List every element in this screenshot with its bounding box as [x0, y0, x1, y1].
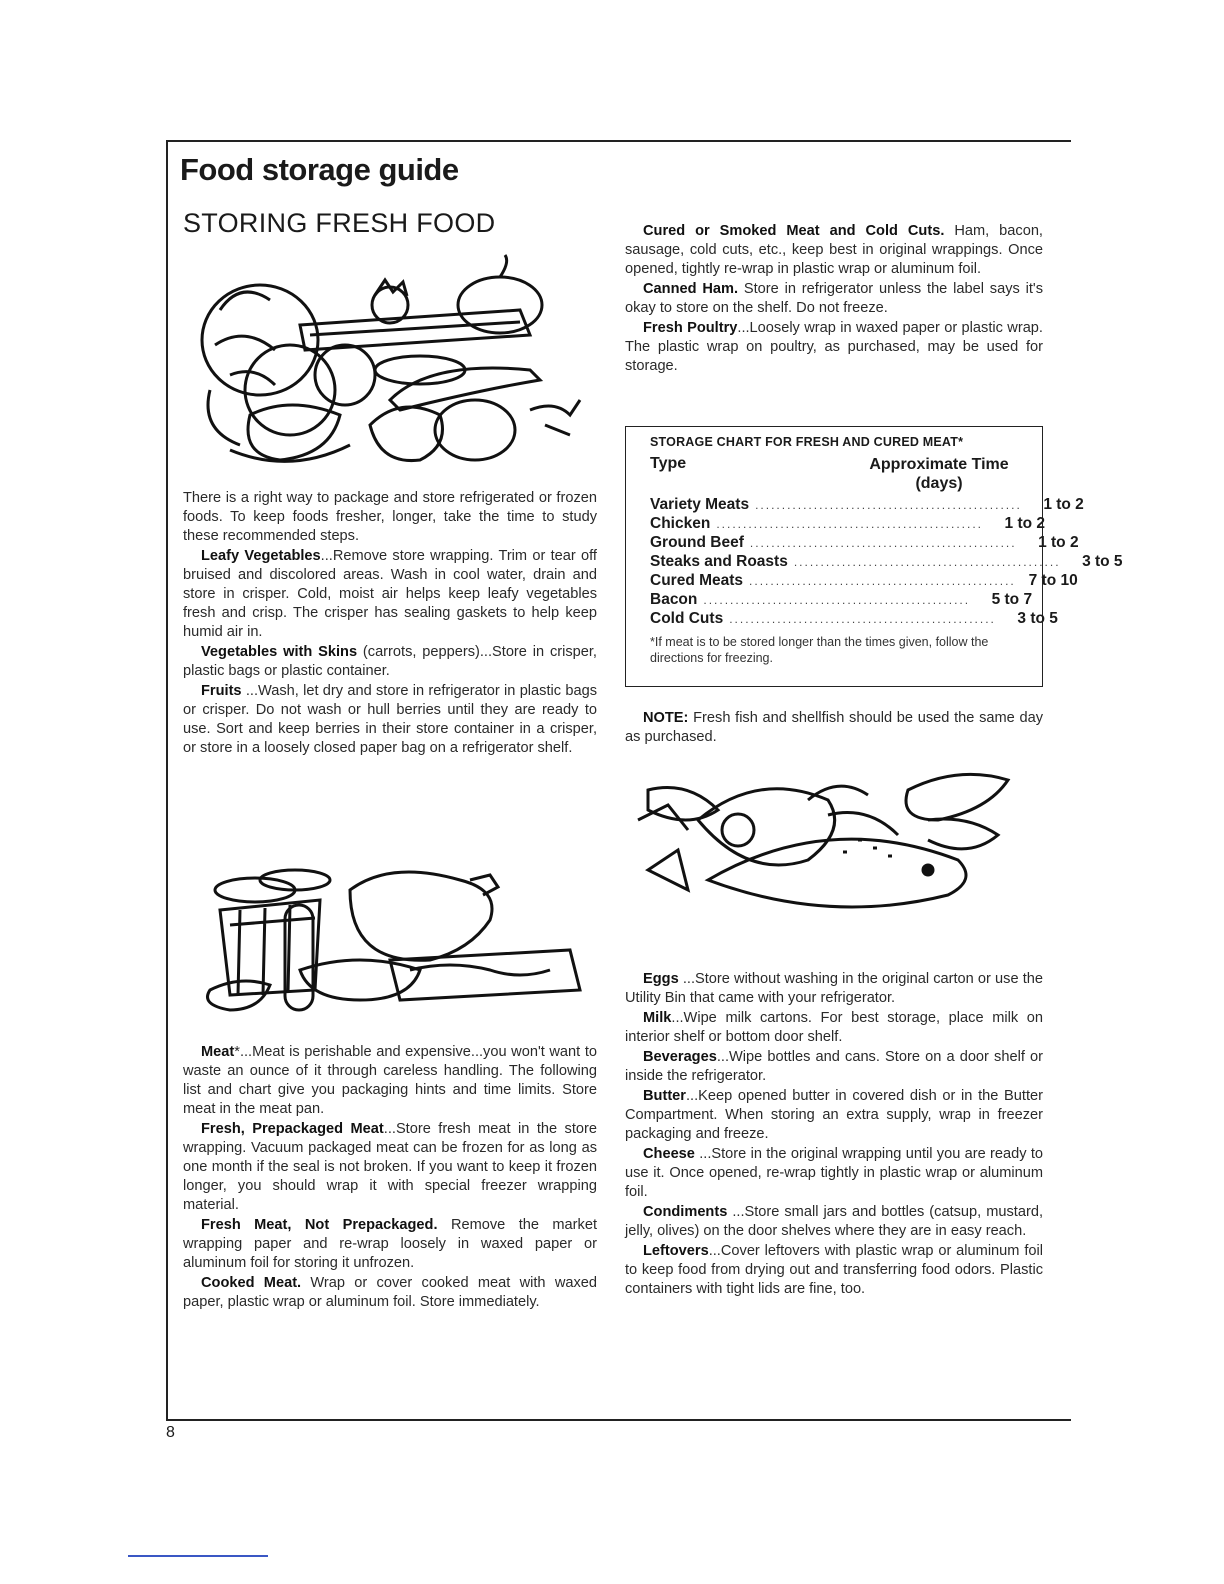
leftovers-label: Leftovers [643, 1243, 709, 1259]
left-column-bottom [183, 1043, 597, 1313]
top-rule [166, 140, 1071, 142]
section-title: STORING FRESH FOOD [183, 208, 496, 238]
chart-row-time: 1 to 2 [1038, 534, 1079, 551]
vegetables-illustration [190, 250, 590, 480]
vegetables-with-skins-text: (carrots, peppers)...Store in crisper, plastic bags or plastic container. [183, 644, 597, 679]
chart-row [650, 495, 1084, 514]
cured-meat-paragraph [625, 222, 1043, 279]
chart-row [650, 533, 1079, 552]
chart-title [650, 435, 1030, 449]
meat-text: ...Meat is perishable and expensive...you won't want to waste an ounce of it through careless handling. The following list and chart give you packaging hints and time limits. Store meat in the meat pan. [183, 1044, 597, 1117]
eggs-paragraph [625, 970, 1043, 1008]
milk-label: Milk [643, 1010, 672, 1026]
beverages-text: ...Wipe bottles and cans. Store on a door shelf or inside the refrigerator. [625, 1049, 1043, 1084]
milk-paragraph [625, 1009, 1043, 1047]
bottom-rule [166, 1419, 1071, 1421]
eggs-text: ...Store without washing in the original carton or use the Utility Bin that came with your refrigerator. [625, 971, 1044, 1006]
canned-ham-text: Store in refrigerator unless the label says it's okay to store on the shelf. Do not freeze. [625, 281, 1044, 316]
vegetables-with-skins-paragraph [183, 643, 597, 681]
cured-meat-label: Cured or Smoked Meat and Cold Cuts. [643, 223, 945, 239]
prepackaged-meat-paragraph [183, 1120, 597, 1215]
cooked-meat-paragraph [183, 1274, 597, 1312]
chart-row-type: Steaks and Roasts [650, 553, 788, 570]
leafy-vegetables-label: Leafy Vegetables [201, 548, 321, 564]
milk-text: ...Wipe milk cartons. For best storage, place milk on interior shelf or bottom door shelf. [625, 1010, 1043, 1045]
chart-row-type: Cured Meats [650, 572, 744, 589]
fresh-poultry-text: ...Loosely wrap in waxed paper or plastic wrap. The plastic wrap on poultry, as purchased, may be used for storage. [625, 320, 1043, 374]
butter-label: Butter [643, 1088, 686, 1104]
butter-text: ...Keep opened butter in covered dish or in the Butter Compartment. When storing an extra supply, wrap in freezer packaging and freeze. [625, 1088, 1043, 1142]
fruits-label: Fruits [201, 683, 242, 699]
meat-footnote-mark: * [234, 1044, 240, 1060]
cheese-label: Cheese [643, 1146, 695, 1162]
chart-row-type: Cold Cuts [650, 610, 724, 627]
prepackaged-meat-label: Fresh, Prepackaged Meat [201, 1121, 384, 1137]
chart-col-time [854, 455, 1024, 493]
note-text: Fresh fish and shellfish should be used the same day as purchased. [625, 710, 1043, 745]
note-label: NOTE: [643, 710, 689, 726]
chart-row-time: 1 to 2 [1004, 515, 1046, 532]
chart-row-type: Ground Beef [650, 534, 744, 551]
vegetables-with-skins-label: Vegetables with Skins [201, 644, 358, 660]
canned-ham-paragraph [625, 280, 1043, 318]
leftovers-text: ...Cover leftovers with plastic wrap or aluminum foil to keep food from drying out and transferring food odors. Plastic containers with tight lids are fine, too. [625, 1243, 1043, 1297]
eggs-label: Eggs [643, 971, 679, 987]
not-prepackaged-label: Fresh Meat, Not Prepackaged. [201, 1217, 438, 1233]
chart-row-type: Bacon [650, 591, 698, 608]
fish-illustration [628, 760, 1038, 920]
chart-row-time: 3 to 5 [1017, 610, 1058, 627]
left-column-top [183, 489, 597, 759]
chart-row [650, 571, 1078, 590]
chart-title-text: STORAGE CHART FOR FRESH AND CURED MEAT [650, 435, 959, 449]
chart-footnote: *If meat is to be stored longer than the times given, follow the directions for freezing. [650, 635, 989, 665]
chart-row-time: 3 to 5 [1082, 553, 1123, 570]
cheese-paragraph [625, 1145, 1043, 1202]
chart-row-leader: .................................................. [716, 517, 984, 531]
chart-row [650, 590, 1033, 609]
cooked-meat-label: Cooked Meat. [201, 1275, 302, 1291]
leafy-vegetables-text: ...Remove store wrapping. Trim or tear off bruised and discolored areas. Wash in cool water, drain and store in crisper. Cold, moist air helps keep leafy vegetables fresh and crisp. The crisper has sealing gaskets to help keep humid air in. [183, 548, 597, 640]
chart-row-time: 5 to 7 [991, 591, 1033, 608]
chart-row [650, 609, 1058, 628]
footer-line [128, 1555, 268, 1557]
chart-row-leader: .................................................. [793, 555, 1061, 569]
chart-col-type: Type [650, 455, 687, 472]
fruits-paragraph [183, 682, 597, 758]
canned-ham-label: Canned Ham. [643, 281, 739, 297]
chart-col-time-line2: (days) [915, 475, 963, 492]
chart-col-time-line1: Approximate Time [869, 456, 1009, 473]
intro-paragraph: There is a right way to package and store refrigerated or frozen foods. To keep foods fresher, longer, take the time to study these recommended steps. [183, 490, 597, 544]
chart-row-time: 1 to 2 [1043, 496, 1084, 513]
not-prepackaged-text: Remove the market wrapping paper and re-wrap loosely in waxed paper or aluminum foil for storing it unfrozen. [183, 1217, 597, 1271]
left-rule [166, 140, 168, 1421]
beverages-paragraph [625, 1048, 1043, 1086]
note-paragraph [625, 709, 1043, 747]
not-prepackaged-paragraph [183, 1216, 597, 1273]
page-number: 8 [166, 1424, 175, 1441]
meat-illustration [200, 850, 600, 1020]
chart-row-leader: .................................................. [749, 574, 1016, 588]
fresh-poultry-paragraph [625, 319, 1043, 376]
condiments-text: ...Store small jars and bottles (catsup, mustard, jelly, olives) on the door shelves where they are in easy reach. [625, 1204, 1043, 1239]
chart-row-type: Variety Meats [650, 496, 750, 513]
chart-title-mark: * [958, 435, 964, 449]
beverages-label: Beverages [643, 1049, 717, 1065]
right-column-bottom [625, 970, 1043, 1300]
right-column-top [625, 222, 1043, 377]
meat-paragraph [183, 1043, 597, 1119]
chart-row-leader: .................................................. [755, 498, 1022, 512]
cooked-meat-text: Wrap or cover cooked meat with waxed paper, plastic wrap or aluminum foil. Store immediately. [183, 1275, 598, 1310]
condiments-paragraph [625, 1203, 1043, 1241]
fruits-text: ...Wash, let dry and store in refrigerator in plastic bags or crisper. Do not wash or hull berries until they are ready to use. Sort and keep berries in their store container in a crisper, or store in a loosely closed paper bag on a refrigerator shelf. [183, 683, 597, 756]
chart-row [650, 552, 1123, 571]
butter-paragraph [625, 1087, 1043, 1144]
prepackaged-meat-text: ...Store fresh meat in the store wrapping. Vacuum packaged meat can be frozen for as long as one month if the seal is not broken. If you want to keep it frozen longer, you should wrap it with special freezer wrapping material. [183, 1121, 597, 1213]
fresh-poultry-label: Fresh Poultry [643, 320, 738, 336]
meat-storage-chart [625, 426, 1123, 687]
cheese-text: ...Store in the original wrapping until you are ready to use it. Once opened, re-wrap tightly in plastic wrap or aluminum foil. [625, 1146, 1043, 1200]
chart-header [650, 455, 1030, 495]
cured-meat-text: Ham, bacon, sausage, cold cuts, etc., keep best in original wrappings. Once opened, tightly re-wrap in plastic wrap or aluminum foil. [625, 223, 1043, 277]
condiments-label: Condiments [643, 1204, 728, 1220]
leftovers-paragraph [625, 1242, 1043, 1299]
chart-row-leader: .................................................. [703, 593, 971, 607]
chart-row-leader: .................................................. [729, 612, 996, 626]
page-title: Food storage guide [180, 152, 459, 187]
chart-row [650, 514, 1046, 533]
leafy-vegetables-paragraph [183, 547, 597, 642]
chart-row-type: Chicken [650, 515, 711, 532]
chart-row-leader: .................................................. [749, 536, 1017, 550]
chart-row-time: 7 to 10 [1028, 572, 1078, 589]
meat-label: Meat [201, 1044, 235, 1060]
note-block [625, 709, 1043, 748]
